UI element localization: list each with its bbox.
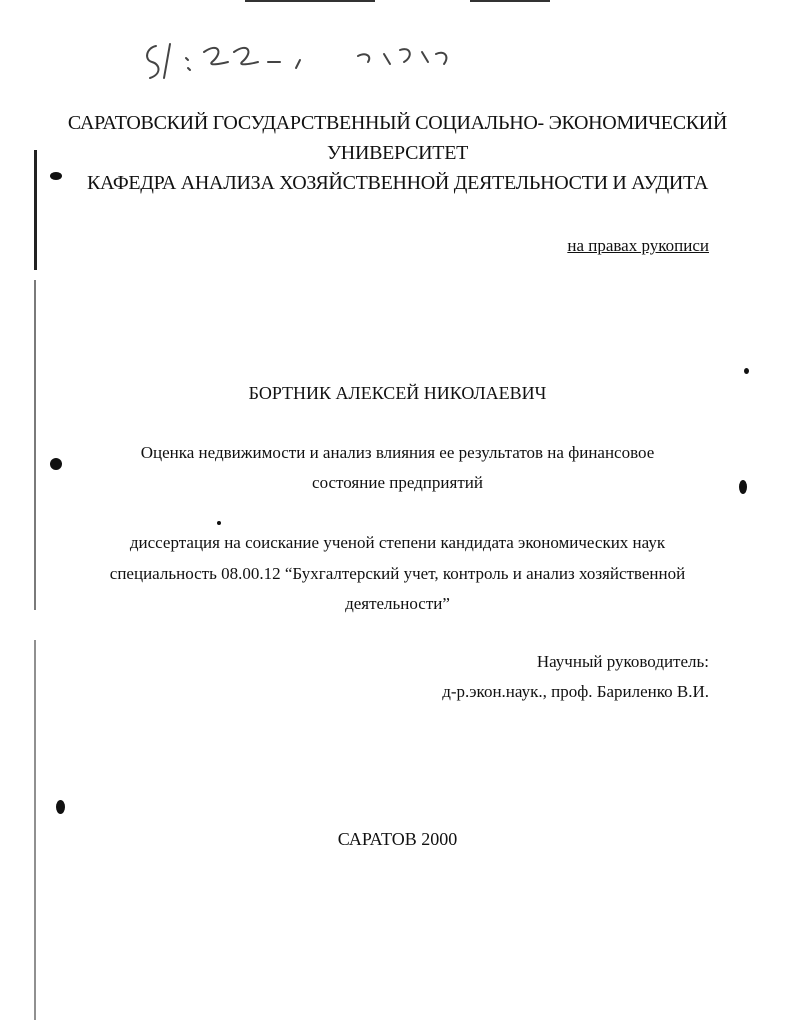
dissertation-title: Оценка недвижимости и анализ влияния ее результатов на финансовое bbox=[140, 443, 655, 462]
department-name: КАФЕДРА АНАЛИЗА ХОЗЯЙСТВЕННОЙ ДЕЯТЕЛЬНОСТИ И АУДИТА bbox=[86, 172, 709, 194]
specialty-statement-continued: деятельности” bbox=[345, 594, 450, 613]
degree-statement: диссертация на соискание ученой степени кандидата экономических наук bbox=[129, 533, 666, 552]
scan-artifact-blot bbox=[744, 368, 749, 374]
scan-artifact-blot bbox=[56, 800, 65, 814]
university-name: САРАТОВСКИЙ ГОСУДАРСТВЕННЫЙ СОЦИАЛЬНО- ЭКОНОМИЧЕСКИЙ bbox=[67, 112, 728, 134]
scan-artifact-top-line bbox=[470, 0, 550, 2]
handwritten-archive-number bbox=[138, 34, 468, 84]
scan-artifact-left-edge bbox=[34, 150, 37, 270]
university-name-continued: УНИВЕРСИТЕТ bbox=[326, 142, 469, 164]
supervisor-name: д-р.экон.наук., проф. Бариленко В.И. bbox=[442, 682, 709, 701]
manuscript-rights-note: на правах рукописи bbox=[567, 236, 709, 255]
author-name: БОРТНИК АЛЕКСЕЙ НИКОЛАЕВИЧ bbox=[248, 383, 547, 403]
scan-artifact-blot bbox=[217, 521, 221, 525]
dissertation-title-continued: состояние предприятий bbox=[312, 473, 483, 492]
city-and-year: САРАТОВ 2000 bbox=[337, 829, 458, 849]
specialty-statement: специальность 08.00.12 “Бухгалтерский учет, контроль и анализ хозяйственной bbox=[109, 564, 686, 583]
scan-artifact-top-line bbox=[245, 0, 375, 2]
supervisor-label: Научный руководитель: bbox=[536, 652, 709, 671]
